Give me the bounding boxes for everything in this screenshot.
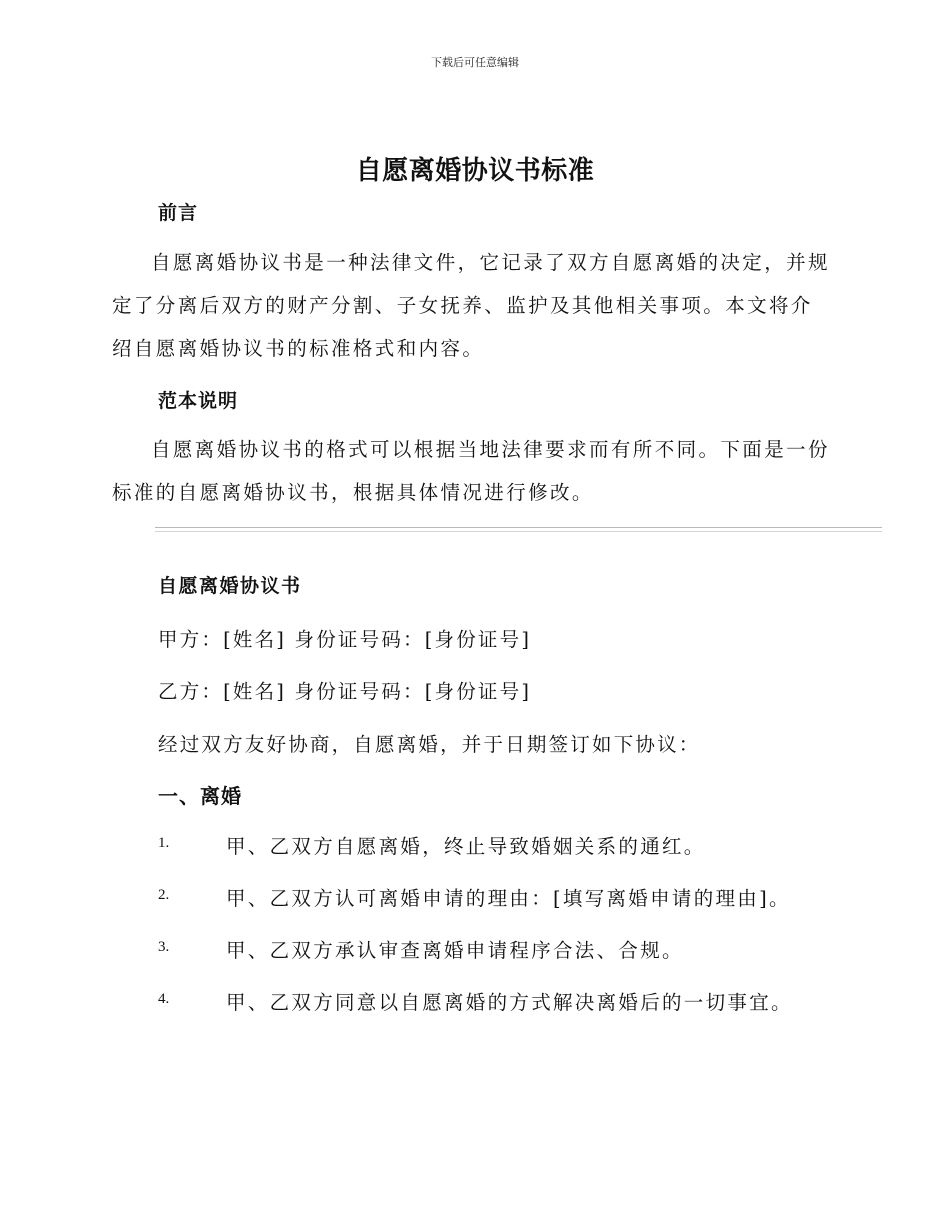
section-heading-divorce: 一、离婚 xyxy=(158,784,242,808)
template-note-paragraph: 自愿离婚协议书的格式可以根据当地法律要求而有所不同。下面是一份标准的自愿离婚协议书，根据具体情况进行修改。 xyxy=(112,438,830,504)
agreement-intro: 经过双方友好协商，自愿离婚，并于日期签订如下协议： xyxy=(158,733,701,756)
preface-paragraph: 自愿离婚协议书是一种法律文件，它记录了双方自愿离婚的决定，并规定了分离后双方的财产分割、子女抚养、监护及其他相关事项。本文将介绍自愿离婚协议书的标准格式和内容。 xyxy=(112,251,830,360)
template-note-heading: 范本说明 xyxy=(158,390,239,412)
list-item-number: 2. xyxy=(158,887,170,903)
page-header-note: 下载后可任意编辑 xyxy=(431,56,519,69)
list-item-text: 甲、乙双方同意以自愿离婚的方式解决离婚后的一切事宜。 xyxy=(226,991,793,1014)
list-item-number: 3. xyxy=(158,939,170,955)
agreement-title: 自愿离婚协议书 xyxy=(158,575,302,597)
list-item-text: 甲、乙双方承认审查离婚申请程序合法、合规。 xyxy=(226,939,684,962)
list-item-text: 甲、乙双方认可离婚申请的理由：[填写离婚申请的理由]。 xyxy=(226,887,791,910)
party-a-line: 甲方：[姓名] 身份证号码：[身份证号] xyxy=(158,628,532,651)
horizontal-divider xyxy=(155,527,882,532)
list-item-number: 4. xyxy=(158,991,170,1007)
list-item-number: 1. xyxy=(158,835,170,851)
list-item-text: 甲、乙双方自愿离婚，终止导致婚姻关系的通红。 xyxy=(226,835,706,858)
preface-heading: 前言 xyxy=(158,202,199,224)
party-b-line: 乙方：[姓名] 身份证号码：[身份证号] xyxy=(158,680,532,703)
document-title: 自愿离婚协议书标准 xyxy=(355,156,595,186)
